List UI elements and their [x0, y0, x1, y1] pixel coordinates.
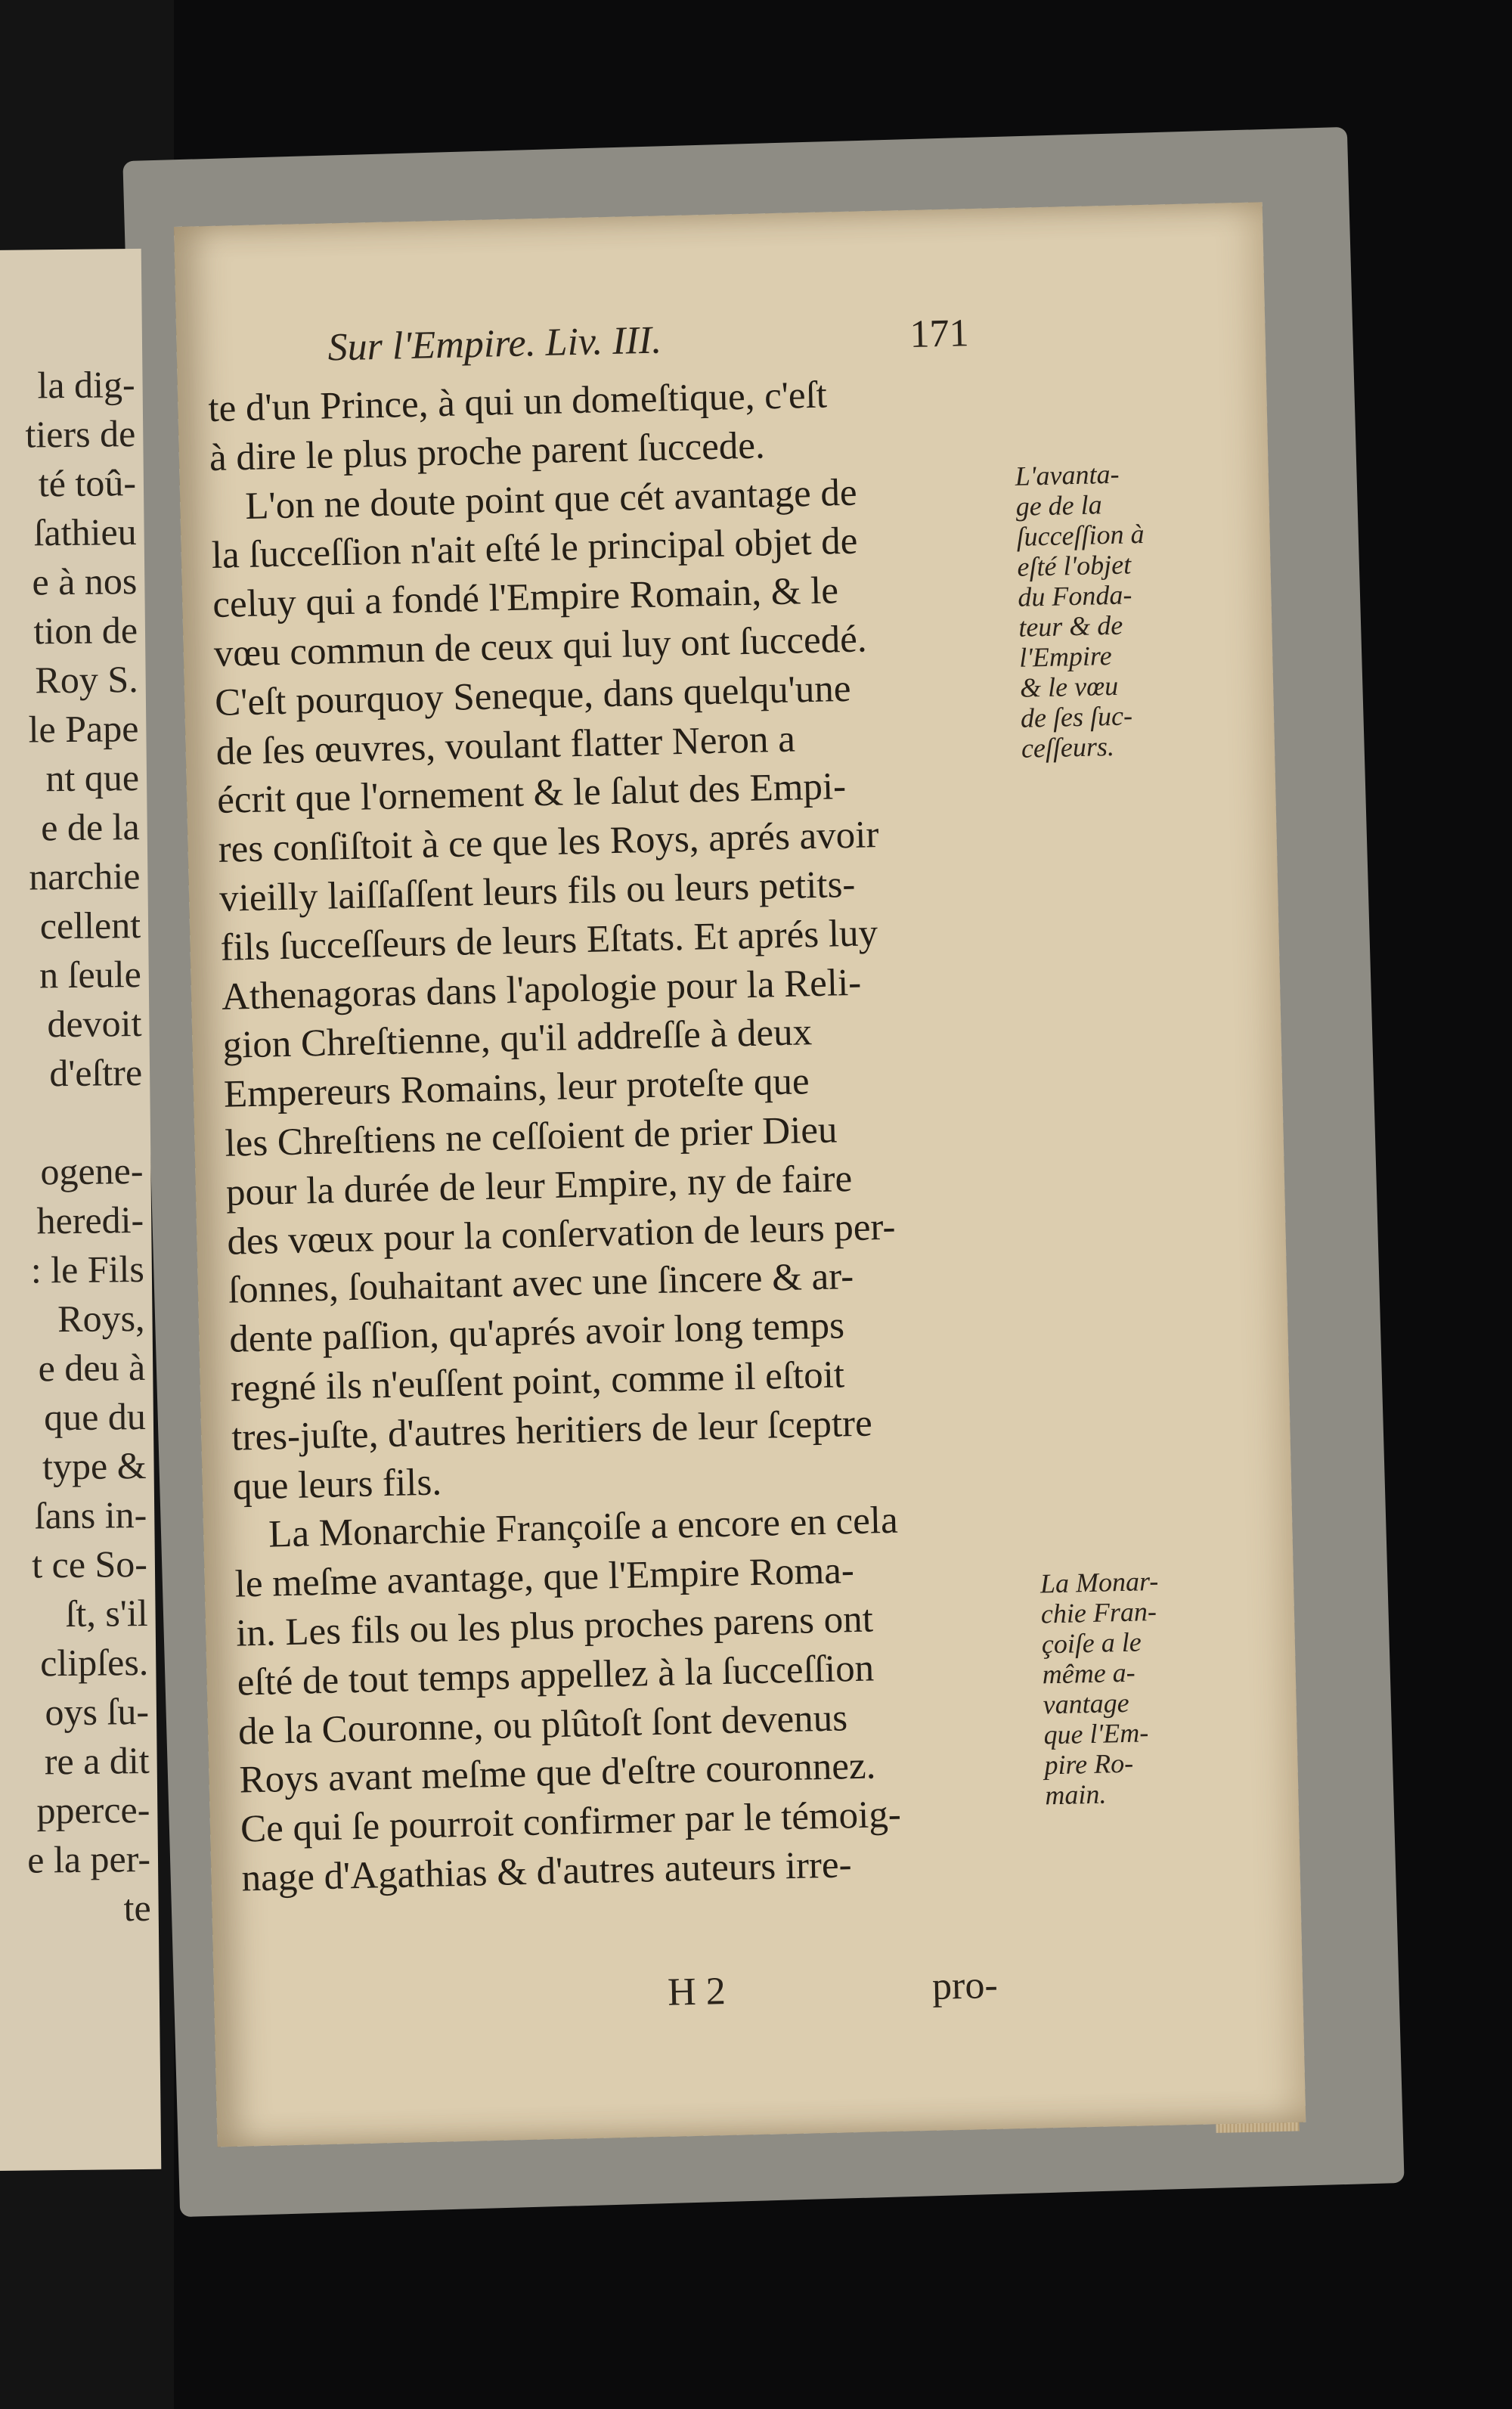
- body-line: vieilly laiſſaſſent leurs fils ou leurs petits-: [218, 863, 856, 920]
- margin-note-line: chie Fran-: [1040, 1595, 1157, 1629]
- left-page-line: ogene-: [40, 1149, 144, 1193]
- left-page-line: ſathieu: [33, 510, 137, 554]
- body-line: de ſes œuvres, voulant flatter Neron a: [215, 718, 796, 774]
- body-line: le meſme avantage, que l'Empire Roma-: [234, 1549, 855, 1606]
- margin-note: [1040, 1564, 1242, 1811]
- left-page-line: te: [123, 1886, 151, 1930]
- margin-note-line: l'Empire: [1018, 640, 1112, 673]
- left-page-fragment: [0, 249, 161, 2171]
- body-line: Empereurs Romains, leur proteſte que: [223, 1060, 810, 1116]
- left-page-line: Roy S.: [35, 657, 138, 702]
- left-page-line: devoit: [47, 1001, 142, 1046]
- margin-note-line: ſucceſſion à: [1016, 518, 1145, 552]
- left-page-line: ſans in-: [34, 1493, 147, 1537]
- margin-note-line: même a-: [1042, 1657, 1136, 1690]
- body-line: ſonnes, ſouhaitant avec une ſincere & ar-: [228, 1255, 854, 1313]
- body-line: Athenagoras dans l'apologie pour la Reli-: [221, 961, 862, 1018]
- margin-note-line: çoiſe a le: [1041, 1626, 1142, 1660]
- body-text: [208, 367, 1043, 1903]
- body-line: C'eſt pourquoy Seneque, dans quelqu'une: [214, 667, 852, 724]
- body-line: fils ſucceſſeurs de leurs Eſtats. Et aprés luy: [220, 911, 878, 969]
- body-line: des vœux pour la conſervation de leurs per-: [226, 1205, 896, 1263]
- running-title: Sur l'Empire. Liv. III.: [327, 318, 662, 370]
- margin-note-line: pire Ro-: [1043, 1747, 1134, 1781]
- margin-note-line: de ſes ſuc-: [1020, 700, 1133, 733]
- body-line: celuy qui a fondé l'Empire Romain, & le: [212, 569, 839, 627]
- left-page-line: té toû-: [38, 461, 137, 505]
- body-line: la ſucceſſion n'ait eſté le principal objet de: [211, 519, 858, 578]
- body-line: dente paſſion, qu'aprés avoir long temps: [228, 1304, 845, 1361]
- left-page-line: tion de: [33, 608, 138, 653]
- body-line: de la Couronne, ou plûtoſt ſont devenus: [237, 1696, 848, 1753]
- left-page-line: pperce-: [36, 1787, 150, 1832]
- body-line: les Chreſtiens ne ceſſoient de prier Dieu: [224, 1108, 838, 1165]
- body-line: in. Les fils ou les plus proches parens ont: [235, 1598, 874, 1655]
- left-page-line: que du: [43, 1394, 147, 1439]
- margin-note-line: vantage: [1043, 1687, 1130, 1720]
- left-page-line: : le Fils: [30, 1247, 145, 1291]
- signature-mark: H 2: [667, 1970, 727, 2014]
- left-page-line: oys ſu-: [45, 1689, 150, 1734]
- left-page-line: ſt, s'il: [65, 1591, 148, 1635]
- left-page-line: d'eſtre: [48, 1050, 143, 1095]
- body-line: regné ils n'euſſent point, comme il eſtoit: [230, 1353, 845, 1410]
- left-page-line: type &: [42, 1443, 147, 1488]
- body-line: La Monarchie Françoiſe a encore en cela: [268, 1499, 899, 1556]
- body-line: Roys avant meſme que d'eſtre couronnez.: [239, 1744, 876, 1802]
- margin-note-line: L'avanta-: [1015, 458, 1120, 491]
- left-page-line: e deu à: [38, 1345, 146, 1390]
- page-number: 171: [909, 312, 970, 356]
- body-line: écrit que l'ornement & le ſalut des Empi-: [216, 765, 847, 823]
- body-line: L'on ne doute point que cét avantage de: [244, 471, 858, 528]
- right-page: [174, 202, 1306, 2147]
- body-line: eſté de tout temps appellez à la ſucceſſion: [237, 1647, 875, 1704]
- body-line: Ce qui ſe pourroit confirmer par le témoig-: [240, 1793, 902, 1851]
- body-line: pour la durée de leur Empire, ny de faire: [225, 1157, 853, 1214]
- body-line: vœu commun de ceux qui luy ont ſuccedé.: [213, 618, 868, 675]
- left-page-line: cellent: [39, 903, 141, 947]
- left-page-line: tiers de: [25, 412, 136, 456]
- body-line: te d'un Prince, à qui un domeſtique, c'eſt: [207, 374, 828, 431]
- margin-note: [1015, 457, 1218, 764]
- left-page-line: n ſeule: [39, 952, 142, 997]
- left-page-line: Roys,: [57, 1296, 145, 1341]
- margin-note-line: ge de la: [1015, 489, 1103, 522]
- left-page-line: la dig-: [37, 363, 135, 407]
- margin-note-line: teur & de: [1018, 609, 1123, 643]
- body-line: tres-juſte, d'autres heritiers de leur ſceptre: [231, 1402, 873, 1459]
- margin-note-line: main.: [1044, 1778, 1107, 1811]
- margin-note-line: eſté l'objet: [1017, 549, 1132, 582]
- left-page-line: nt que: [45, 755, 140, 800]
- margin-note-line: du Fonda-: [1017, 579, 1132, 612]
- left-page-line: re a dit: [44, 1738, 150, 1783]
- body-line: res conſiſtoit à ce que les Roys, aprés avoir: [218, 814, 879, 872]
- catchword: pro-: [931, 1963, 999, 2008]
- left-page-line: clipſes.: [39, 1640, 149, 1685]
- body-line: gion Chreſtienne, qu'il addreſſe à deux: [222, 1011, 813, 1068]
- margin-note-line: & le vœu: [1019, 670, 1119, 703]
- body-line: que leurs fils.: [232, 1460, 442, 1508]
- left-page-line: heredi-: [36, 1198, 144, 1242]
- left-page-line: narchie: [28, 854, 141, 898]
- left-page-line: e la per-: [26, 1837, 151, 1881]
- left-page-line: t ce So-: [31, 1542, 148, 1586]
- margin-note-line: La Monar-: [1040, 1565, 1159, 1599]
- body-line: à dire le plus proche parent ſuccede.: [209, 424, 766, 479]
- left-page-line: le Pape: [28, 706, 139, 751]
- margin-note-line: que l'Em-: [1043, 1717, 1149, 1750]
- margin-note-line: ceſſeurs.: [1021, 730, 1115, 764]
- body-line: nage d'Agathias & d'autres auteurs irre-: [240, 1843, 853, 1900]
- left-page-line: e de la: [40, 805, 140, 849]
- left-page-line: e à nos: [32, 559, 138, 603]
